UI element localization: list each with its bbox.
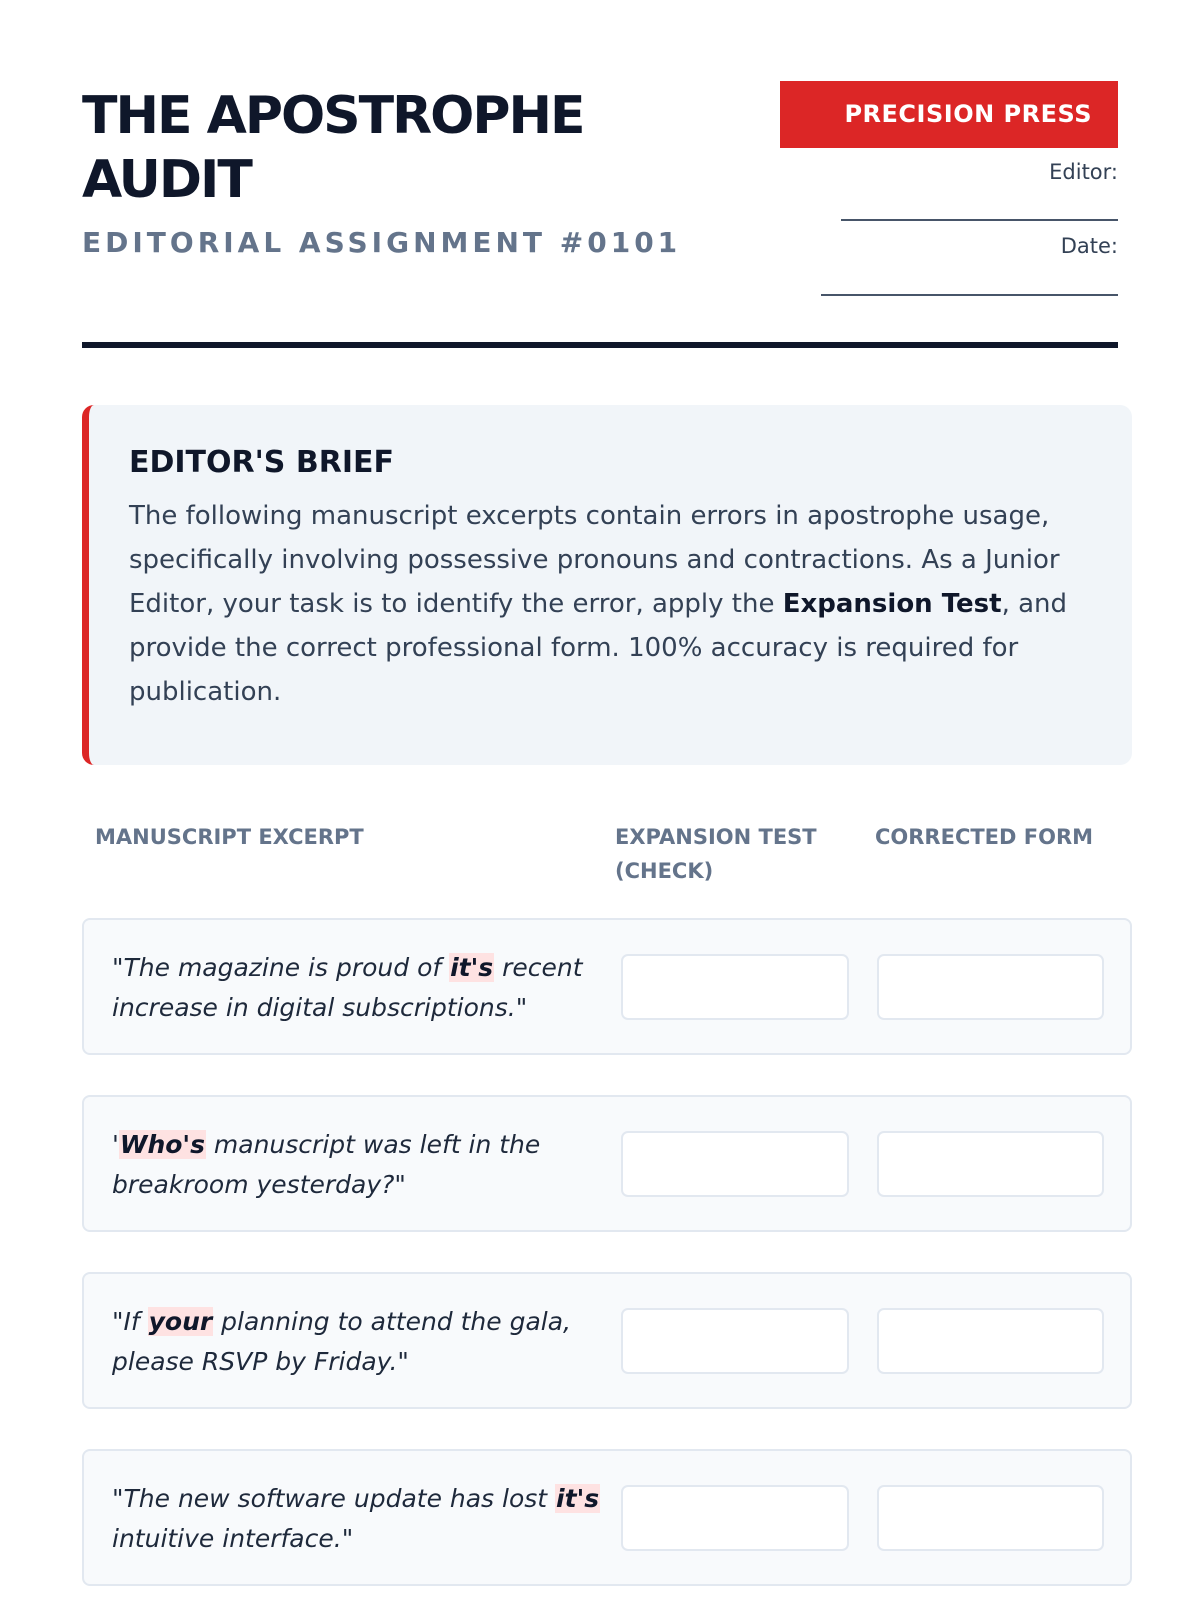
excerpt-after: recent increase in digital subscriptions." bbox=[112, 953, 583, 1022]
error-highlight: your bbox=[148, 1307, 213, 1336]
excerpt-after: planning to attend the gala, please RSVP by Friday." bbox=[112, 1307, 571, 1376]
manuscript-excerpt bbox=[112, 1479, 612, 1559]
title-line-1: THE APOSTROPHE bbox=[82, 86, 584, 146]
brief-text-bold: Expansion Test bbox=[782, 589, 1002, 619]
table-row bbox=[82, 1272, 1132, 1409]
corrected-form-input[interactable] bbox=[877, 1308, 1104, 1374]
manuscript-excerpt bbox=[112, 948, 612, 1028]
excerpt-before: "If bbox=[112, 1307, 148, 1336]
manuscript-excerpt bbox=[112, 1125, 612, 1205]
excerpt-after: intuitive interface." bbox=[112, 1524, 354, 1553]
error-highlight: Who's bbox=[119, 1130, 205, 1159]
header bbox=[82, 0, 1118, 350]
expansion-test-input[interactable] bbox=[621, 1308, 849, 1374]
editor-label: Editor: bbox=[1049, 160, 1118, 184]
date-label: Date: bbox=[1060, 234, 1118, 258]
column-header-excerpt: MANUSCRIPT EXCERPT bbox=[95, 825, 364, 849]
editor-signature-line[interactable] bbox=[841, 219, 1118, 221]
excerpt-before: ' bbox=[112, 1130, 119, 1159]
page-title bbox=[82, 84, 682, 212]
brief-text-part-2: , and provide the correct professional form. 100% accuracy is required for publication. bbox=[129, 589, 1068, 707]
corrected-form-input[interactable] bbox=[877, 1131, 1104, 1197]
expansion-test-input[interactable] bbox=[621, 1131, 849, 1197]
brief-heading: EDITOR'S BRIEF bbox=[129, 445, 394, 480]
expansion-test-input[interactable] bbox=[621, 1485, 849, 1551]
title-line-2: AUDIT bbox=[82, 150, 251, 210]
excerpt-before: "The new software update has lost bbox=[112, 1484, 556, 1513]
brief-text bbox=[129, 494, 1092, 714]
error-highlight: it's bbox=[556, 1484, 600, 1513]
date-signature-line[interactable] bbox=[821, 294, 1118, 296]
brand-badge: PRECISION PRESS bbox=[780, 81, 1118, 148]
corrected-form-input[interactable] bbox=[877, 954, 1104, 1020]
column-header-fix: CORRECTED FORM bbox=[875, 825, 1094, 849]
excerpt-before: "The magazine is proud of bbox=[112, 953, 450, 982]
header-divider bbox=[82, 342, 1118, 348]
table-row bbox=[82, 918, 1132, 1055]
editors-brief bbox=[82, 405, 1132, 765]
brief-text-part-1: The following manuscript excerpts contain errors in apostrophe usage, specifically involving possessive pronouns and contractions. As a Junior Editor, your task is to identify the error, apply the bbox=[129, 501, 1060, 619]
assignment-subtitle: EDITORIAL ASSIGNMENT #0101 bbox=[82, 226, 682, 259]
excerpt-after: manuscript was left in the breakroom yesterday?" bbox=[112, 1130, 541, 1199]
error-highlight: it's bbox=[450, 953, 494, 982]
table-row bbox=[82, 1449, 1132, 1586]
expansion-test-input[interactable] bbox=[621, 954, 849, 1020]
column-header-check: EXPANSION TEST (CHECK) bbox=[615, 825, 817, 883]
corrected-form-input[interactable] bbox=[877, 1485, 1104, 1551]
manuscript-excerpt bbox=[112, 1302, 612, 1382]
table-row bbox=[82, 1095, 1132, 1232]
